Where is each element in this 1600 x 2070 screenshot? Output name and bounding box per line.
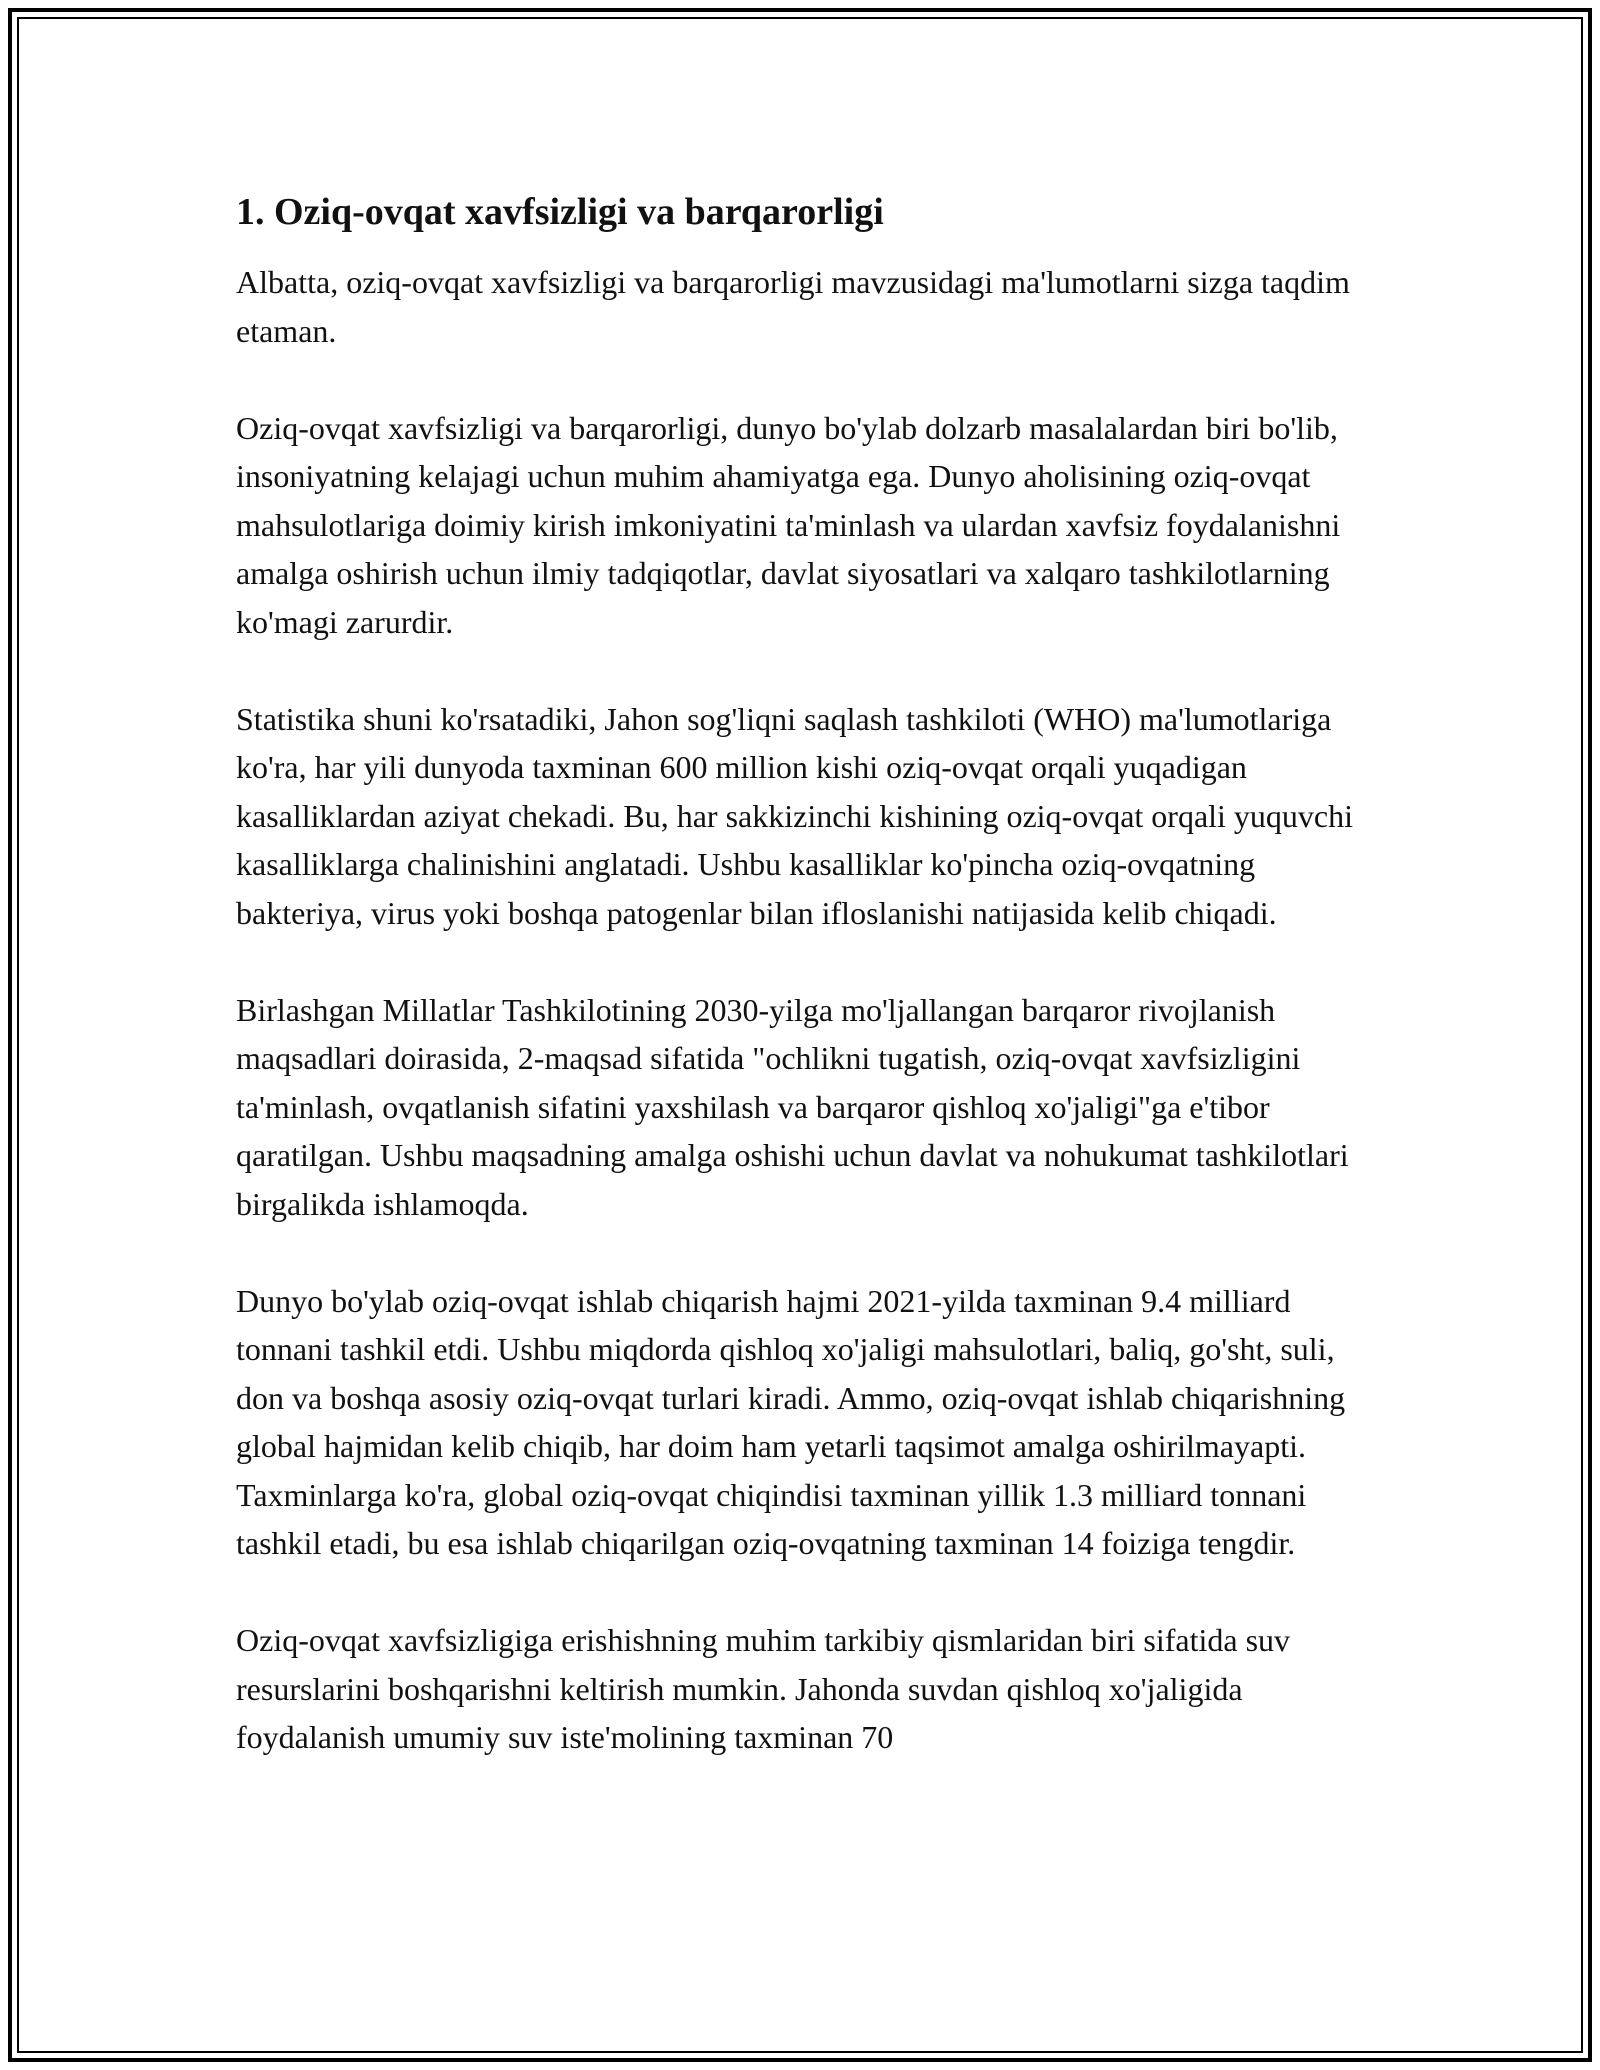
paragraph-overview: Oziq-ovqat xavfsizligi va barqarorligi, dunyo bo'ylab dolzarb masalalardan biri bo'lib, insoniyatning kelajagi uchun muhim ahamiyatga ega. Dunyo aholisining oziq-ovqat mahsulotlariga doimiy kirish imkoniyatini ta'minlash va ulardan xavfsiz foydalanishni amalga oshirish uchun ilmiy tadqiqotlar, davlat siyosatlari va xalqaro tashkilotlarning ko'magi zarurdir. (236, 409, 1341, 640)
paragraph-water-resources: Oziq-ovqat xavfsizligiga erishishning muhim tarkibiy qismlaridan biri sifatida suv resurslarini boshqarishni keltirish mumkin. Jahonda suvdan qishloq xo'jaligida foydalanish umumiy suv iste'molining taxminan 70 (236, 1622, 1291, 1755)
paragraph-who-statistics: Statistika shuni ko'rsatadiki, Jahon sog'liqni saqlash tashkiloti (WHO) ma'lumotlariga ko'ra, har yili dunyoda taxminan 600 million kishi oziq-ovqat orqali yuqadigan kasalliklardan aziyat chekadi. Bu, har sakkizinchi kishining oziq-ovqat orqali yuquvchi kasalliklarga chalinishini anglatadi. Ushbu kasalliklar ko'pincha oziq-ovqatning bakteriya, virus yoki boshqa patogenlar bilan ifloslanishi natijasida kelib chiqadi. (236, 700, 1354, 931)
section-heading: 1. Oziq-ovqat xavfsizligi va barqarorligi (236, 191, 884, 233)
paragraph-production: Dunyo bo'ylab oziq-ovqat ishlab chiqarish hajmi 2021-yilda taxminan 9.4 milliard tonnani tashkil etdi. Ushbu miqdorda qishloq xo'jaligi mahsulotlari, baliq, go'sht, suli, don va boshqa asosiy oziq-ovqat turlari kiradi. Ammo, oziq-ovqat ishlab chiqarishning global hajmidan kelib chiqib, har doim ham yetarli taqsimot amalga oshirilmayapti. Taxminlarga ko'ra, global oziq-ovqat chiqindisi taxminan yillik 1.3 milliard tonnani tashkil etadi, bu esa ishlab chiqarilgan oziq-ovqatning taxminan 14 foiziga tengdir. (236, 1282, 1346, 1561)
paragraph-intro: Albatta, oziq-ovqat xavfsizligi va barqarorligi mavzusidagi ma'lumotlarni sizga taqdim etaman. (236, 264, 1350, 349)
paragraph-un-goals: Birlashgan Millatlar Tashkilotining 2030-yilga mo'ljallangan barqaror rivojlanish maqsadlari doirasida, 2-maqsad sifatida "ochlikni tugatish, oziq-ovqat xavfsizligini ta'minlash, ovqatlanish sifatini yaxshilash va barqaror qishloq xo'jaligi"ga e'tibor qaratilgan. Ushbu maqsadning amalga oshishi uchun davlat va nohukumat tashkilotlari birgalikda ishlamoqda. (236, 991, 1349, 1222)
document-body (236, 186, 1386, 1810)
